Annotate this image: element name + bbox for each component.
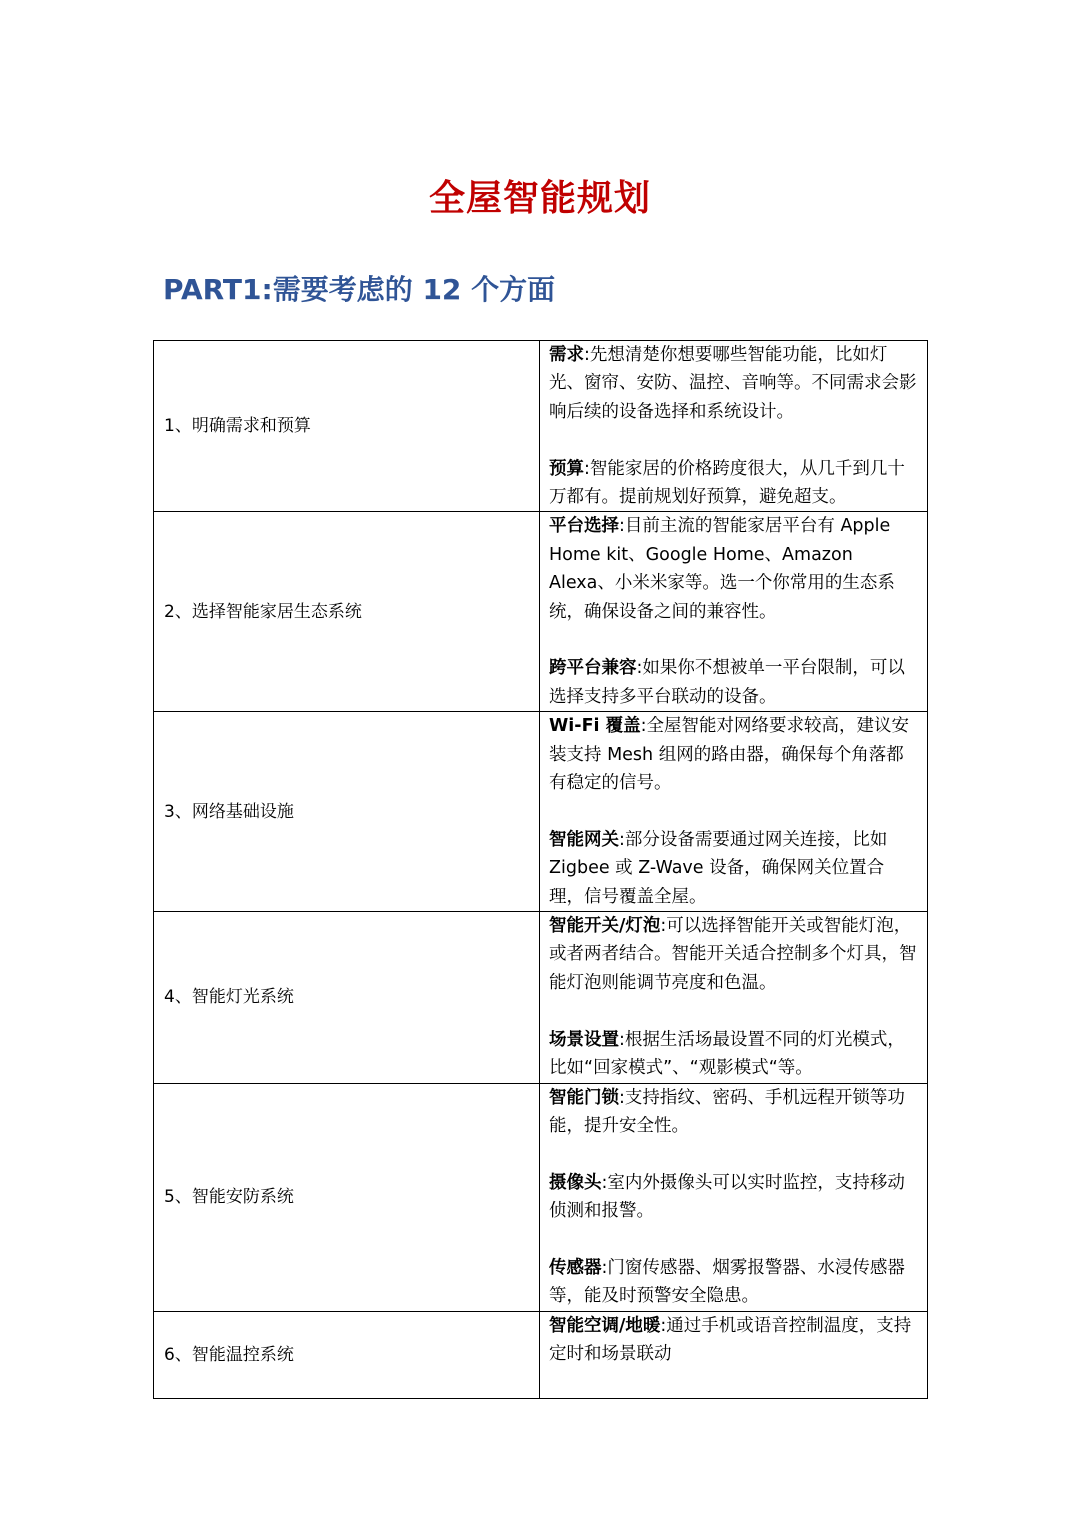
detail-paragraph xyxy=(549,1254,919,1311)
detail-paragraph xyxy=(549,1169,919,1226)
detail-paragraph xyxy=(549,341,919,426)
detail-cell xyxy=(540,912,928,1083)
detail-text: :门窗传感器、烟雾报警器、水浸传感器等，能及时预警安全隐患。 xyxy=(549,1257,905,1307)
detail-paragraph xyxy=(549,712,919,797)
detail-paragraph xyxy=(549,512,919,626)
detail-term: 智能门锁 xyxy=(549,1087,619,1108)
item-cell xyxy=(154,712,540,912)
table-row xyxy=(154,1311,928,1398)
detail-text: :目前主流的智能家居平台有 Apple Home kit、Google Home、Amazon Alexa、小米米家等。选一个你常用的生态系统，确保设备之间的兼容性。 xyxy=(549,516,895,622)
detail-text: :根据生活场最设置不同的灯光模式，比如“回家模式”、“观影模式“等。 xyxy=(549,1029,905,1079)
detail-text: :全屋智能对网络要求较高，建议安装支持 Mesh 组网的路由器，确保每个角落都有稳定的信号。 xyxy=(549,716,910,794)
detail-cell xyxy=(540,1311,928,1398)
detail-paragraph xyxy=(549,1084,919,1141)
detail-term: 智能空调/地暖 xyxy=(549,1315,661,1336)
item-label: 3、网络基础设施 xyxy=(164,801,294,822)
detail-cell xyxy=(540,712,928,912)
page-title: 全屋智能规划 xyxy=(428,178,651,219)
table-row xyxy=(154,1083,928,1311)
item-label: 4、智能灯光系统 xyxy=(164,987,294,1008)
item-label: 1、明确需求和预算 xyxy=(164,416,311,437)
detail-cell xyxy=(540,512,928,712)
planning-table xyxy=(153,340,928,1399)
detail-cell xyxy=(540,1083,928,1311)
detail-text: :支持指纹、密码、手机远程开锁等功能，提升安全性。 xyxy=(549,1087,905,1136)
detail-term: 智能开关/灯泡 xyxy=(549,916,661,937)
item-label: 6、智能温控系统 xyxy=(164,1344,294,1365)
detail-term: 平台选择 xyxy=(549,516,619,537)
detail-paragraph xyxy=(549,1312,919,1369)
detail-term: Wi-Fi 覆盖 xyxy=(549,716,641,737)
item-cell xyxy=(154,912,540,1083)
detail-term: 预算 xyxy=(549,458,584,479)
item-label: 2、选择智能家居生态系统 xyxy=(164,601,362,622)
section-heading: PART1:需要考虑的 12 个方面 xyxy=(163,273,556,306)
detail-term: 智能网关 xyxy=(549,829,619,850)
detail-paragraph xyxy=(549,912,919,997)
detail-text: :如果你不想被单一平台限制，可以选择支持多平台联动的设备。 xyxy=(549,658,905,707)
item-cell xyxy=(154,512,540,712)
detail-term: 传感器 xyxy=(549,1257,602,1278)
detail-text: :通过手机或语音控制温度，支持定时和场景联动 xyxy=(549,1315,912,1365)
table-row xyxy=(154,712,928,912)
item-label: 5、智能安防系统 xyxy=(164,1187,294,1208)
table-row xyxy=(154,512,928,712)
detail-paragraph xyxy=(549,654,919,711)
detail-term: 需求 xyxy=(549,345,584,365)
detail-text: :智能家居的价格跨度很大，从几千到几十万都有。提前规划好预算，避免超支。 xyxy=(549,458,905,508)
detail-text: :先想清楚你想要哪些智能功能，比如灯光、窗帘、安防、温控、音响等。不同需求会影响后续的设备选择和系统设计。 xyxy=(549,345,917,422)
item-cell xyxy=(154,341,540,512)
detail-paragraph xyxy=(549,455,919,512)
item-cell xyxy=(154,1311,540,1398)
detail-paragraph xyxy=(549,826,919,911)
detail-text: :可以选择智能开关或智能灯泡，或者两者结合。智能开关适合控制多个灯具，智能灯泡则能调节亮度和色温。 xyxy=(549,916,917,993)
detail-term: 摄像头 xyxy=(549,1172,602,1193)
table-row xyxy=(154,912,928,1083)
table-row xyxy=(154,341,928,512)
detail-term: 场景设置 xyxy=(549,1029,619,1050)
detail-text: :室内外摄像头可以实时监控，支持移动侦测和报警。 xyxy=(549,1172,905,1222)
item-cell xyxy=(154,1083,540,1311)
detail-paragraph xyxy=(549,1026,919,1083)
detail-text: :部分设备需要通过网关连接，比如 Zigbee 或 Z-Wave 设备，确保网关位置合理，信号覆盖全屋。 xyxy=(549,829,888,907)
detail-cell xyxy=(540,341,928,512)
detail-term: 跨平台兼容 xyxy=(549,658,637,679)
